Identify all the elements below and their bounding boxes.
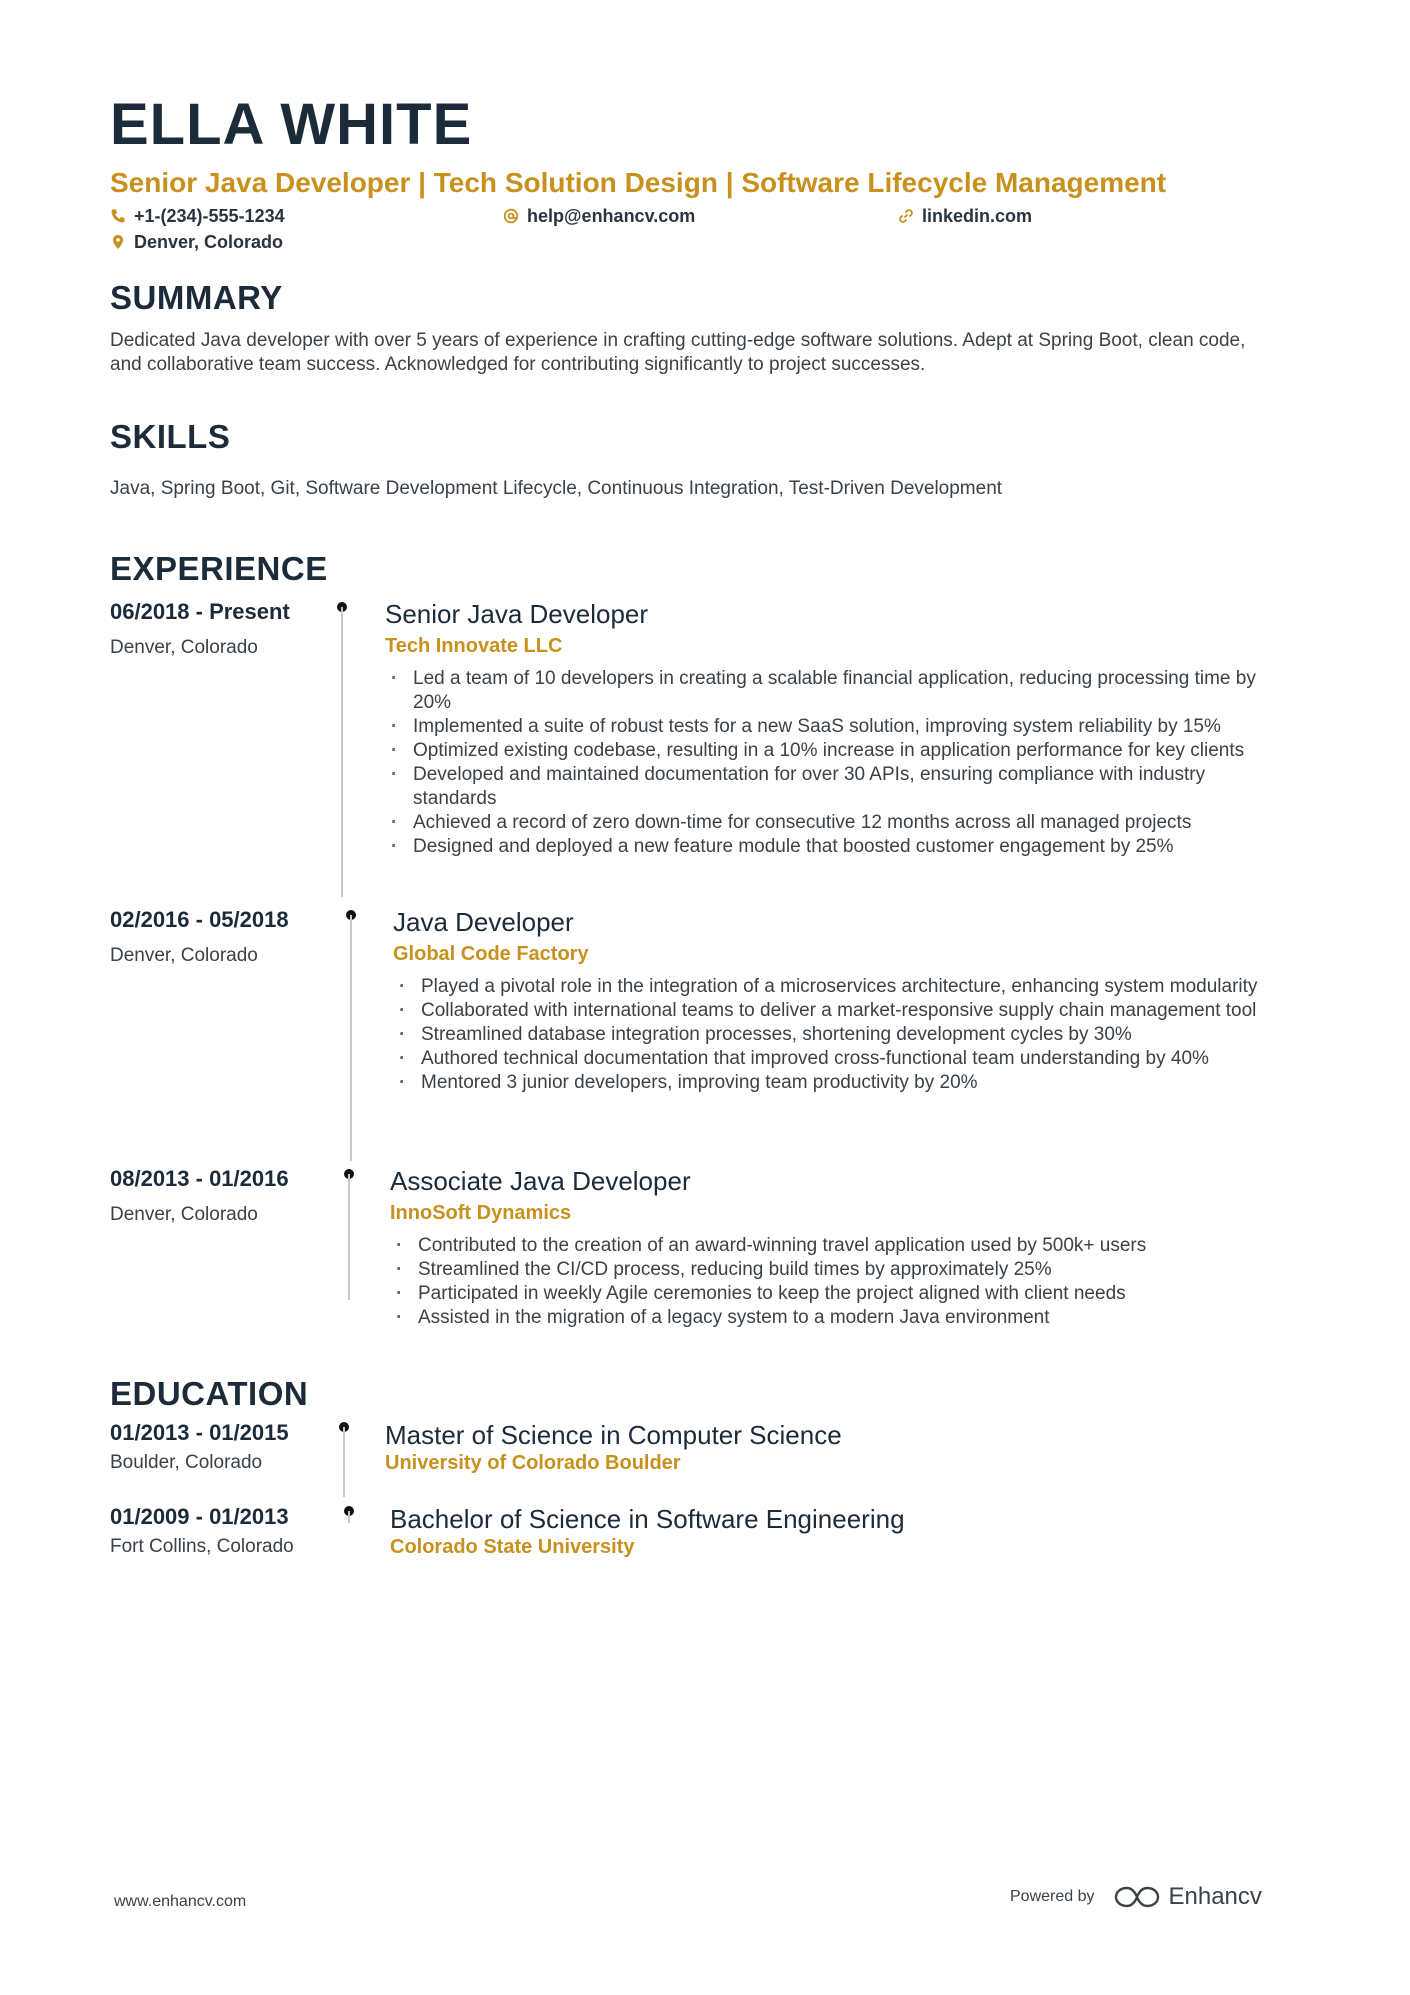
experience-bullet: · Streamlined the CI/CD process, reducing build times by approximately 25% xyxy=(390,1258,1295,1282)
location-text: Denver, Colorado xyxy=(134,231,284,252)
skills-heading: SKILLS xyxy=(110,418,231,455)
summary-text: Dedicated Java developer with over 5 years of experience in crafting cutting-edge software solutions. Adept at Spring Boot, clean code, and collaborative team success. Acknowledged for contributing significantly to project successes. xyxy=(110,330,1246,375)
education-location: Boulder, Colorado xyxy=(110,1452,263,1473)
education-details xyxy=(390,1504,1310,1560)
powered-by-label: Powered by xyxy=(1010,1888,1095,1905)
contact-info xyxy=(110,204,1310,260)
education-school: Colorado State University xyxy=(390,1536,635,1558)
experience-bullet: · Streamlined database integration processes, shortening development cycles by 30% xyxy=(393,1023,1298,1047)
timeline-line xyxy=(348,1174,350,1300)
experience-details xyxy=(390,1166,1305,1330)
at-icon xyxy=(503,208,519,224)
experience-bullet: · Optimized existing codebase, resulting in a 10% increase in application performance for key clients xyxy=(385,739,1285,763)
location-pin-icon xyxy=(110,234,126,250)
experience-bullet: · Developed and maintained documentation for over 30 APIs, ensuring compliance with industry standards xyxy=(385,763,1285,811)
education-school: University of Colorado Boulder xyxy=(385,1452,681,1474)
experience-bullet: · Led a team of 10 developers in creating a scalable financial application, reducing processing time by 20% xyxy=(385,667,1285,715)
experience-bullet: · Authored technical documentation that improved cross-functional team understanding by 40% xyxy=(393,1047,1298,1071)
enhancv-brand-text: Enhancv xyxy=(1168,1883,1262,1910)
education-meta xyxy=(110,1504,330,1558)
experience-dates: 06/2018 - Present xyxy=(110,599,290,624)
experience-bullet: · Participated in weekly Agile ceremonies to keep the project aligned with client needs xyxy=(390,1282,1295,1306)
candidate-tagline: Senior Java Developer | Tech Solution Design | Software Lifecycle Management xyxy=(110,167,1167,198)
timeline-line xyxy=(350,915,352,1161)
summary-heading: SUMMARY xyxy=(110,279,283,316)
experience-bullet: · Collaborated with international teams to deliver a market-responsive supply chain management tool xyxy=(393,999,1298,1023)
education-dates: 01/2013 - 01/2015 xyxy=(110,1420,289,1445)
contact-phone[interactable] xyxy=(110,206,285,227)
experience-location: Denver, Colorado xyxy=(110,637,258,658)
experience-bullet: · Contributed to the creation of an award-winning travel application used by 500k+ users xyxy=(390,1234,1295,1258)
timeline-line xyxy=(341,607,343,897)
experience-bullet: · Played a pivotal role in the integration of a microservices architecture, enhancing system modularity xyxy=(393,975,1298,999)
experience-role: Associate Java Developer xyxy=(390,1166,691,1196)
footer-website[interactable]: www.enhancv.com xyxy=(114,1893,247,1910)
education-meta xyxy=(110,1420,330,1474)
experience-item xyxy=(110,1166,1310,1356)
education-degree: Bachelor of Science in Software Engineering xyxy=(390,1504,905,1534)
contact-location xyxy=(110,232,283,253)
skills-section xyxy=(110,420,1310,501)
experience-details xyxy=(385,599,1305,859)
experience-company: InnoSoft Dynamics xyxy=(390,1202,572,1224)
enhancv-logo[interactable] xyxy=(1113,1883,1262,1911)
footer-branding xyxy=(1010,1883,1262,1911)
experience-meta xyxy=(110,907,330,967)
education-heading: EDUCATION xyxy=(110,1375,309,1412)
experience-bullet: · Designed and deployed a new feature module that boosted customer engagement by 25% xyxy=(385,835,1285,859)
experience-role: Java Developer xyxy=(393,907,574,937)
phone-icon xyxy=(110,208,126,224)
education-dates: 01/2009 - 01/2013 xyxy=(110,1504,289,1529)
summary-section xyxy=(110,281,1310,377)
experience-role: Senior Java Developer xyxy=(385,599,649,629)
education-degree: Master of Science in Computer Science xyxy=(385,1420,842,1450)
experience-item xyxy=(110,907,1310,1162)
phone-text: +1-(234)-555-1234 xyxy=(134,205,285,226)
skills-text: Java, Spring Boot, Git, Software Development Lifecycle, Continuous Integration, Test-Driven Development xyxy=(110,478,1003,499)
experience-meta xyxy=(110,599,330,659)
timeline-line xyxy=(343,1427,345,1497)
experience-bullet: · Implemented a suite of robust tests for a new SaaS solution, improving system reliability by 15% xyxy=(385,715,1285,739)
link-icon xyxy=(898,208,914,224)
education-item xyxy=(110,1420,1310,1500)
experience-dates: 02/2016 - 05/2018 xyxy=(110,907,289,932)
experience-location: Denver, Colorado xyxy=(110,945,258,966)
experience-company: Global Code Factory xyxy=(393,943,589,965)
candidate-name: ELLA WHITE xyxy=(110,92,473,157)
experience-bullets xyxy=(393,975,1298,1095)
contact-email[interactable] xyxy=(503,206,695,227)
experience-bullet: · Achieved a record of zero down-time for consecutive 12 months across all managed projects xyxy=(385,811,1285,835)
experience-bullets xyxy=(390,1234,1295,1330)
experience-bullet: · Assisted in the migration of a legacy system to a modern Java environment xyxy=(390,1306,1295,1330)
enhancv-logo-icon xyxy=(1113,1884,1161,1910)
experience-bullets xyxy=(385,667,1285,859)
email-text: help@enhancv.com xyxy=(527,205,696,226)
experience-meta xyxy=(110,1166,330,1226)
experience-company: Tech Innovate LLC xyxy=(385,635,563,657)
experience-bullet: · Mentored 3 junior developers, improving team productivity by 20% xyxy=(393,1071,1298,1095)
experience-location: Denver, Colorado xyxy=(110,1204,258,1225)
contact-website[interactable] xyxy=(898,206,1032,227)
education-details xyxy=(385,1420,1305,1476)
education-location: Fort Collins, Colorado xyxy=(110,1536,294,1557)
experience-details xyxy=(393,907,1308,1095)
timeline-line xyxy=(348,1511,350,1523)
experience-item xyxy=(110,599,1310,899)
experience-dates: 08/2013 - 01/2016 xyxy=(110,1166,289,1191)
experience-heading: EXPERIENCE xyxy=(110,550,328,587)
education-item xyxy=(110,1504,1310,1564)
resume-page xyxy=(110,92,1310,1558)
website-text: linkedin.com xyxy=(922,205,1033,226)
